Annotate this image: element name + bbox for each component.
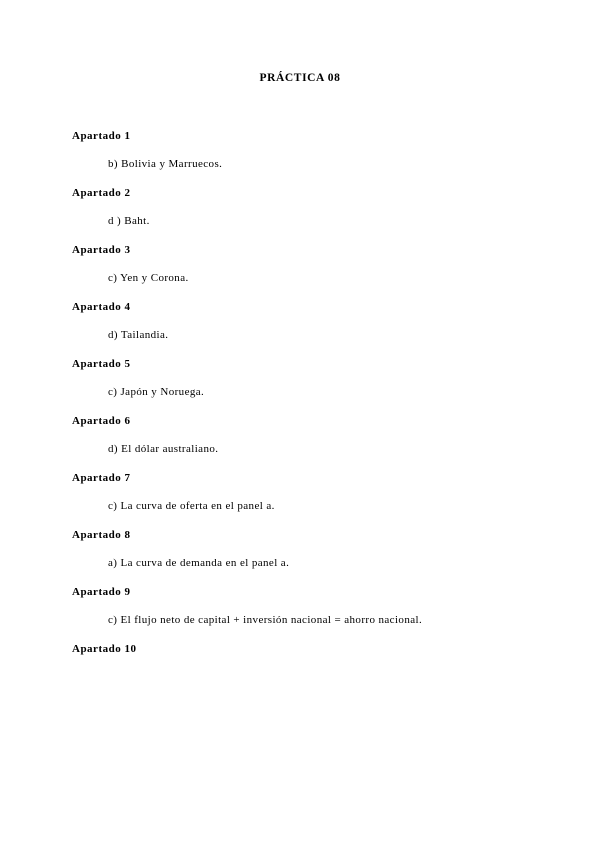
section-heading: Apartado 3 xyxy=(72,244,131,256)
section-answer: c) Yen y Corona. xyxy=(108,272,189,284)
section-block xyxy=(72,130,528,187)
section-answer: c) La curva de oferta en el panel a. xyxy=(108,500,275,512)
document-body xyxy=(72,130,528,655)
section-block xyxy=(72,244,528,301)
section-heading: Apartado 4 xyxy=(72,301,131,313)
section-heading: Apartado 9 xyxy=(72,586,131,598)
section-heading: Apartado 2 xyxy=(72,187,131,199)
section-heading: Apartado 1 xyxy=(72,130,131,142)
section-block xyxy=(72,472,528,529)
section-block xyxy=(72,415,528,472)
section-block xyxy=(72,301,528,358)
section-block xyxy=(72,187,528,244)
section-answer: b) Bolivia y Marruecos. xyxy=(108,158,223,170)
section-heading: Apartado 7 xyxy=(72,472,131,484)
section-block xyxy=(72,358,528,415)
section-heading: Apartado 8 xyxy=(72,529,131,541)
section-answer: c) El flujo neto de capital + inversión nacional = ahorro nacional. xyxy=(108,614,423,626)
section-answer: d ) Baht. xyxy=(108,215,150,227)
section-answer: d) El dólar australiano. xyxy=(108,443,219,455)
section-answer: a) La curva de demanda en el panel a. xyxy=(108,557,290,569)
section-heading: Apartado 6 xyxy=(72,415,131,427)
section-answer: c) Japón y Noruega. xyxy=(108,386,205,398)
section-block xyxy=(72,643,528,655)
section-block xyxy=(72,586,528,643)
section-block xyxy=(72,529,528,586)
section-heading: Apartado 5 xyxy=(72,358,131,370)
section-answer: d) Tailandia. xyxy=(108,329,169,341)
page-title: PRÁCTICA 08 xyxy=(259,72,341,84)
section-heading: Apartado 10 xyxy=(72,643,137,655)
